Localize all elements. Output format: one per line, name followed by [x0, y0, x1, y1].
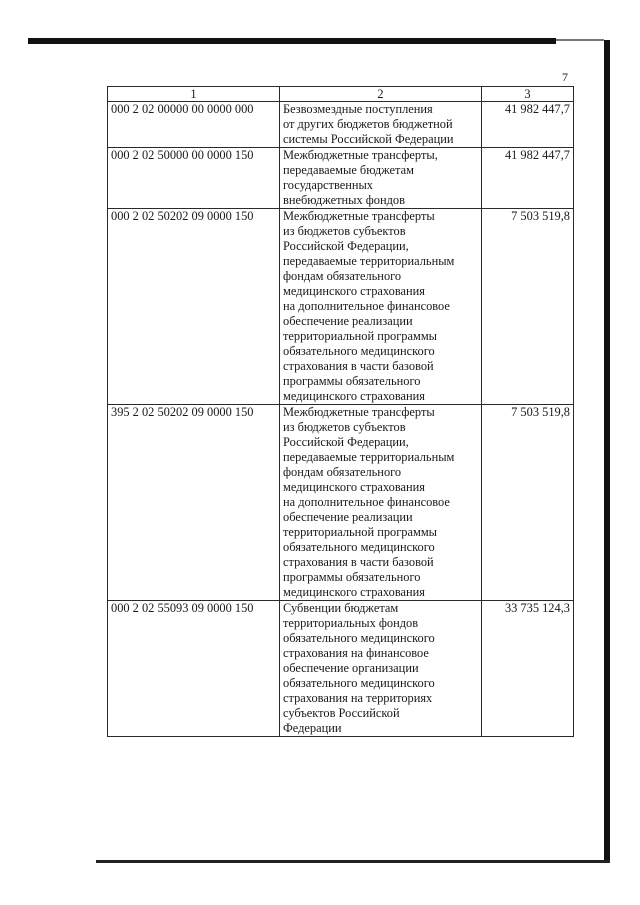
amount-cell: 41 982 447,7	[482, 148, 574, 209]
amount-cell: 7 503 519,8	[482, 209, 574, 405]
scan-border-top-thin	[556, 39, 604, 41]
revenue-name-cell: Межбюджетные трансферты из бюджетов субъектов Российской Федерации, передаваемые территориальным фондам обязательного медицинского страхования на дополнительное финансовое обеспечение реализации территориальной программы обязательного медицинского страхования в части базовой программы обязательного медицинского страхования	[280, 405, 482, 601]
scan-border-top	[28, 38, 556, 44]
budget-code-cell: 000 2 02 00000 00 0000 000	[108, 102, 280, 148]
column-header-name: 2	[280, 87, 482, 102]
page-number: 7	[562, 70, 568, 84]
column-header-code: 1	[108, 87, 280, 102]
revenue-name-cell: Безвозмездные поступления от других бюджетов бюджетной системы Российской Федерации	[280, 102, 482, 148]
table-row	[108, 209, 574, 405]
revenue-name-cell: Субвенции бюджетам территориальных фондов обязательного медицинского страхования на финансовое обеспечение организации обязательного медицинского страхования на территориях субъектов Российской Федерации	[280, 601, 482, 737]
revenue-name-cell: Межбюджетные трансферты из бюджетов субъектов Российской Федерации, передаваемые территориальным фондам обязательного медицинского страхования на дополнительное финансовое обеспечение реализации территориальной программы обязательного медицинского страхования в части базовой программы обязательного медицинского страхования	[280, 209, 482, 405]
amount-cell: 41 982 447,7	[482, 102, 574, 148]
revenue-name-cell: Межбюджетные трансферты, передаваемые бюджетам государственных внебюджетных фондов	[280, 148, 482, 209]
table-row	[108, 148, 574, 209]
column-header-amount: 3	[482, 87, 574, 102]
scan-border-bottom	[96, 860, 610, 863]
table-row	[108, 102, 574, 148]
budget-code-cell: 000 2 02 50202 09 0000 150	[108, 209, 280, 405]
budget-code-cell: 000 2 02 55093 09 0000 150	[108, 601, 280, 737]
budget-code-cell: 395 2 02 50202 09 0000 150	[108, 405, 280, 601]
amount-cell: 7 503 519,8	[482, 405, 574, 601]
table-header-row	[108, 87, 574, 102]
table-row	[108, 405, 574, 601]
budget-revenue-table	[107, 86, 574, 737]
table-row	[108, 601, 574, 737]
scan-border-right	[604, 40, 610, 860]
budget-code-cell: 000 2 02 50000 00 0000 150	[108, 148, 280, 209]
amount-cell: 33 735 124,3	[482, 601, 574, 737]
